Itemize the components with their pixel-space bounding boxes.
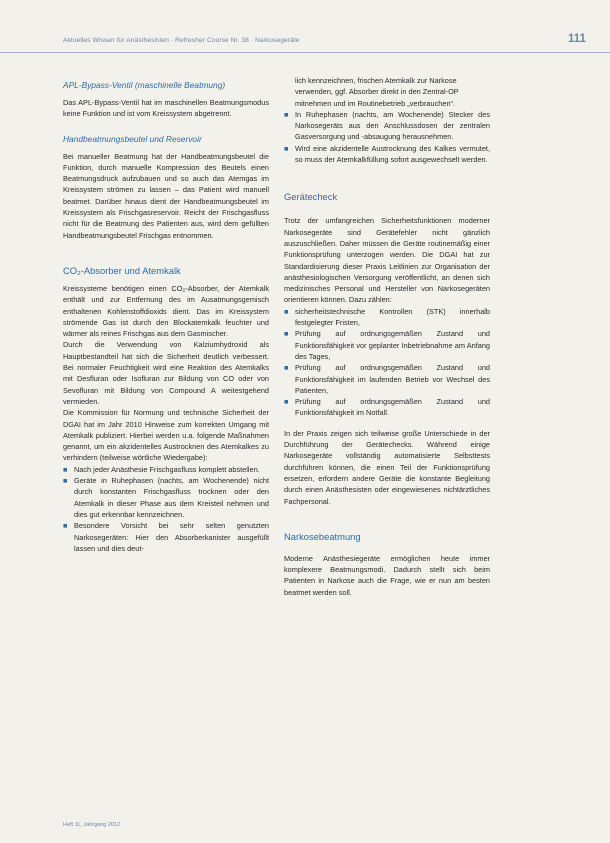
bullet-icon: ■ [284,306,289,316]
section-heading-apl-bypass: APL-Bypass-Ventil (maschinelle Beatmung) [63,80,226,90]
paragraph: Die Kommission für Normung und technische Sicherheit der DGAI hat im Jahr 2010 Hinweise zum korrekten Umgang mit Atemkalk publiziert. Hierbei werden u.a. folgende Maßnahmen genannt, um ein akzidentelles Austrocknen des Atemkalkes zu verhindern (teilweise wörtliche Wiedergabe): [63,408,269,463]
bullet-icon: ■ [284,397,289,407]
bullet-list [284,109,490,165]
paragraph: Durch die Verwendung von Kalziumhydroxid als Hauptbestandteil hat sich die Sicherheit deutlich verbessert. Bei normaler Feuchtigkeit wird eine Reaktion des Atemkalks mit Desfluran oder Isofluran zur Bildung von CO oder von Sevofluran mit Bildung von Compound A weitestgehend vermieden. [63,340,269,406]
section-heading-narkosebeatmung: Narkosebeatmung [284,530,361,542]
paragraph: In der Praxis zeigen sich teilweise große Unterschiede in der Durchführung der Gerätechecks. Während einige Narkosegeräte vollständig automatisierte Selbsttests durchführen können, die einen Teil der Funktionsprüfung ersetzen, erfordern andere Geräte die konstante Begleitung durch einen Anästhesisten oder eingewiesenes nichtärztliches Fachpersonal. [284,428,490,506]
list-item: ■ Geräte in Ruhephasen (nachts, am Wochenende) nicht durch konstanten Frischgasfluss trocknen oder den Atemkalk in dieser Phase aus dem Kreisteil nehmen und dies gut erkennbar kennzeichnen. [63,476,269,519]
running-header: Aktuelles Wissen für Anästhesisten · Refresher Course Nr. 38 · Narkosegeräte [63,37,300,44]
list-item: ■ Wird eine akzidentelle Austrocknung des Kalkes vermutet, so muss der Atemkalkfüllung sofort ausgewechselt werden. [284,143,490,165]
bullet-list [284,306,490,419]
page-footer: Heft 11, Jahrgang 2012 [63,822,121,828]
list-item: ■ In Ruhephasen (nachts, am Wochenende) Stecker des Narkosegeräts aus den Anschlussdosen der zentralen Gasversorgung und -absaugung herausnehmen. [284,109,490,142]
paragraph: Kreissysteme benötigen einen CO₂-Absorber, der Atemkalk enthält und zur Entfernung des im Ausatmungsgemisch enthaltenen Kohlenstoffdioxids dient. Das im Kreissystem strömende Gas ist durch den Blockatemkalk feuchter und wärmer als reines Frischgas aus dem Gasmischer. [63,283,269,339]
bullet-icon: ■ [284,329,289,339]
bullet-icon: ■ [284,143,289,153]
list-item: ■ Prüfung auf ordnungsgemäßen Zustand und Funktionsfähigkeit vor geplanter Inbetriebnahme am Anfang des Tages, [284,329,490,361]
bullet-icon: ■ [63,464,68,474]
list-item: ■ Prüfung auf ordnungsgemäßen Zustand und Funktionsfähigkeit im Notfall. [284,397,490,418]
continued-list-text: lich kennzeichnen, frischen Atemkalk zur Narkose verwenden, ggf. Absorber direkt in den Zentral-OP mitnehmen und im Routinebetrieb „verbrauchen“. [295,76,459,108]
bullet-icon: ■ [63,476,68,486]
list-item: ■ Prüfung auf ordnungsgemäßen Zustand und Funktionsfähigkeit im laufenden Betrieb vor Wechsel des Patienten, [284,363,490,395]
left-column [63,80,269,554]
paragraph: Bei manueller Beatmung hat der Handbeatmungsbeutel die Funktion, durch manuelle Kompression des Beutels einen Beatmungsdruck aufzubauen und so auch das Atemgas im Kreissystem strömen zu lassen – das Patient wird manuell beatmet. Darüber hinaus dient der Handbeatmungsbeutel im Kreissystem als Frischgasreservoir. Reicht der Frischgasfluss nicht für die Beatmung des Patienten aus, wird dem gefüllten Handbeatmungsbeutel Frischgas entnommen. [63,151,269,240]
section-heading-geraetecheck: Gerätecheck [284,191,338,203]
list-item: ■ sicherheitstechnische Kontrollen (STK) innerhalb festgelegter Fristen, [284,306,490,328]
paragraph: Das APL-Bypass-Ventil hat im maschinellen Beatmungsmodus keine Funktion und ist vom Kreissystem abgetrennt. [63,98,269,119]
section-heading-handbeatmungsbeutel: Handbeatmungsbeutel und Reservoir [63,133,202,144]
paragraph: Moderne Anästhesiegeräte ermöglichen heute immer komplexere Beatmungsmodi. Dadurch stellt sich beim Patienten in Narkose auch die Frage, wie er nun am besten beatmet werden soll. [284,553,490,597]
list-item: ■ Nach jeder Anästhesie Frischgasfluss komplett abstellen. [63,464,260,474]
bullet-icon: ■ [63,521,68,531]
bullet-icon: ■ [284,363,289,373]
bullet-icon: ■ [284,109,289,119]
bullet-list [63,464,269,554]
section-heading-co2-absorber: CO₂-Absorber und Atemkalk [63,264,181,276]
list-item: ■ Besondere Vorsicht bei sehr selten genutzten Narkosegeräten: Hier den Absorberkanister ausgefüllt lassen und dies deut- [63,521,269,553]
paragraph: Trotz der umfangreichen Sicherheitsfunktionen moderner Narkosegeräte sind Gerätefehler nicht gänzlich auszuschließen. Daher müssen die Geräte routinemäßig einer Funktionsprüfung unterzogen werden. Die DGAI hat zur Standardisierung dieser Praxis Leitlinien zur Organisation der anästhesiologischen Versorgung veröffentlicht, an denen sich medizinisches Personal und Hersteller von Narkosegeräten orientieren können. Dazu zählen: [284,216,490,305]
page-number: 111 [568,33,586,45]
right-column [284,75,490,598]
